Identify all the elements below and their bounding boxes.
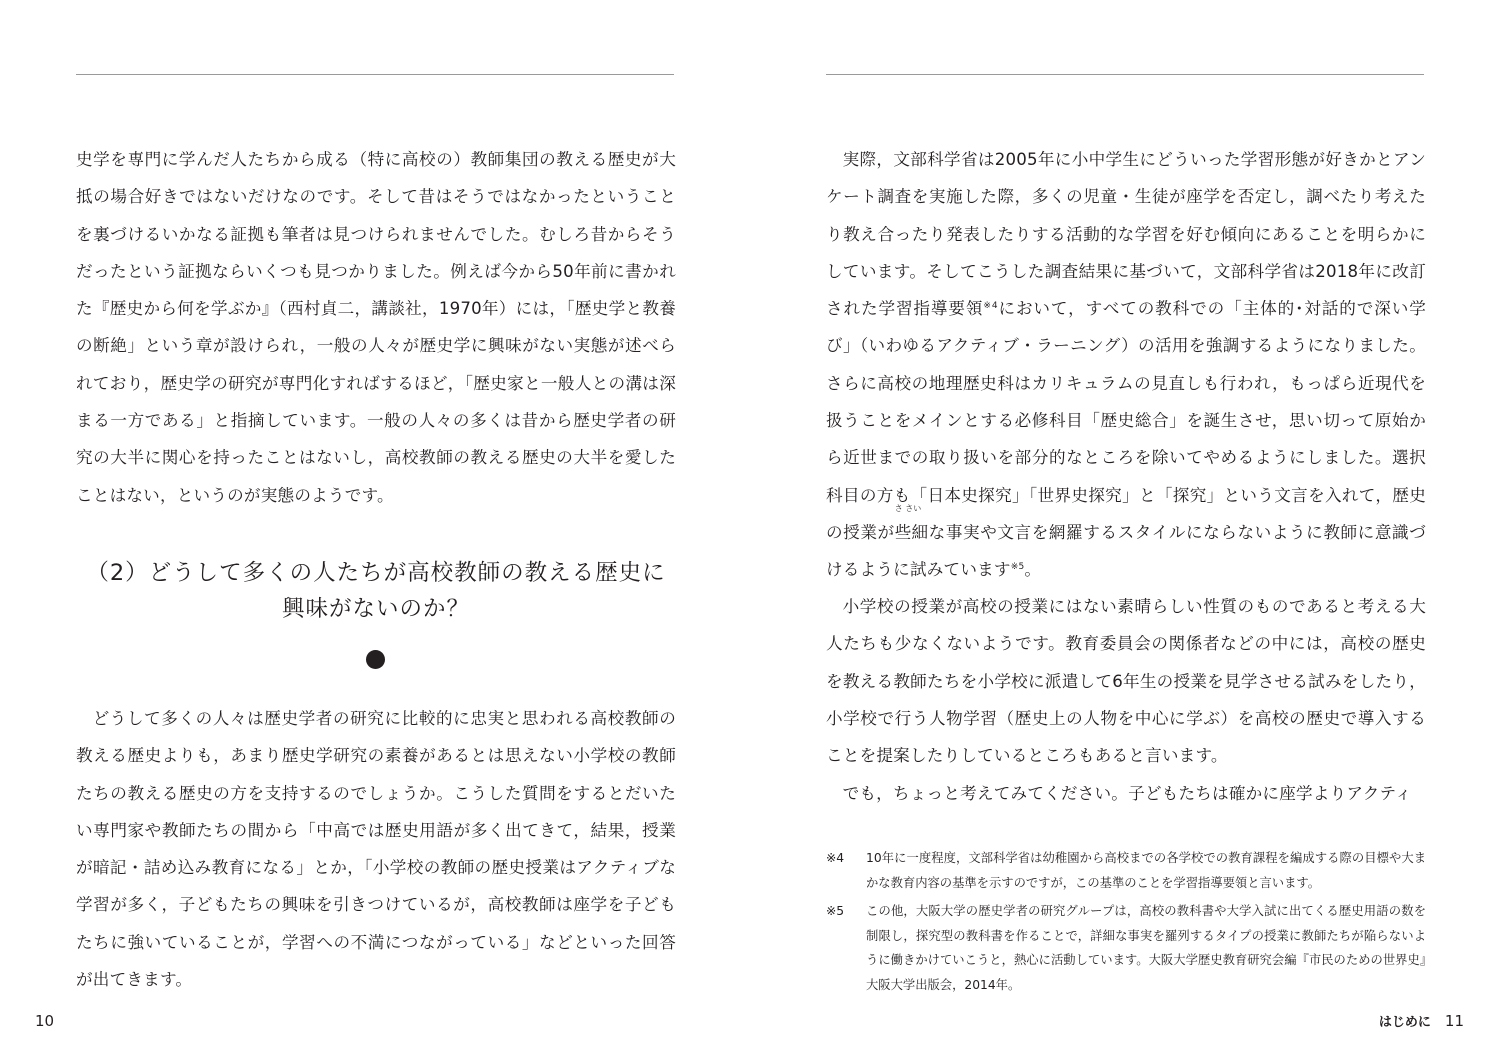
body-paragraph: どうして多くの人々は歴史学者の研究に比較的に忠実と思われる高校教師の教える歴史よりも，あまり歴史学研究の素養があるとは思えない小学校の教師たちの教える歴史の方を支持するのでしょうか。こうした質問をするとだいたい専門家や教師たちの間から「中高では歴史用語が多く出てきて，結果，授業が暗記・詰め込み教育になる」とか，「小学校の教師の歴史授業はアクティブな学習が多く，子どもたちの興味を引きつけているが，高校教師は座学を子どもたちに強いていることが，学習への不満につながっている」などといった回答が出てきます。 (76, 709, 676, 990)
note-reference: ※5 (1010, 562, 1025, 573)
header-rule (76, 74, 674, 75)
body-paragraph: 小学校の授業が高校の授業にはない素晴らしい性質のものであると考える大人たちも少なくないようです。教育委員会の関係者などの中には，高校の歴史を教える教師たちを小学校に派遣して6年生の授業を見学させる試みをしたり，小学校で行う人物学習（歴史上の人物を中心に学ぶ）を高校の歴史で導入することを提案したりしているところもあると言います。 (826, 597, 1426, 766)
ruby-base: 些細 (894, 522, 929, 542)
body-text: において，すべての教科での「主体的･対話的で深い学び」（いわゆるアクティブ・ラーニング）の活用を強調するようになりました。さらに高校の地理歴史科はカリキュラムの見直しも行われ，もっぱら近現代を扱うことをメインとする必修科目「歴史総合」を誕生させ，思い切って原始から近世までの取り扱いを部分的なところを除いてやめるようにしました。選択科目の方も「日本史探究」「世界史探究」と「探究」という文言を入れて，歴史の授業が (826, 299, 1426, 542)
body-paragraph (826, 141, 1426, 589)
section-heading-line-2: 興味がないのか？ (281, 596, 470, 622)
page-footer-right (1379, 1011, 1464, 1033)
footnote (826, 899, 1426, 997)
page-number-left: 10 (35, 1012, 55, 1030)
running-head: はじめに (1378, 1015, 1431, 1030)
footnote-text: 10年に一度程度，文部科学省は幼稚園から高校までの各学校での教育課程を編成する際の目標や大まかな教育内容の基準を示すのですが，この基準のことを学習指導要領と言います。 (866, 851, 1426, 890)
footnote (826, 846, 1426, 895)
left-page (76, 0, 676, 1064)
header-rule (826, 74, 1424, 75)
footnote-text: この他，大阪大学の歴史学者の研究グループは，高校の教科書や大学入試に出てくる歴史用語の数を制限し，探究型の教科書を作ることで，詳細な事実を羅列するタイプの授業に教師たちが陥らないように働きかけていこうと，熱心に活動しています。大阪大学歴史教育研究会編『市民のための世界史』大阪大学出版会，2014年。 (866, 904, 1426, 992)
body-text: な事実や文言を網羅するスタイルにならないように教師に意識づけるように試みています (826, 522, 1426, 580)
section-dot-ornament (366, 650, 385, 669)
body-text: 実際，文部科学省は2005年に小中学生にどういった学習形態が好きかとアンケート調査を実施した際，多くの児童・生徒が座学を否定し，調べたり考えたり教え合ったり発表したりする活動的な学習を好む傾向にあることを明らかにしています。そしてこうした調査結果に基づいて，文部科学省は2018年に改訂された学習指導要領 (826, 150, 1426, 319)
footnote-mark: ※4 (826, 851, 845, 865)
ruby-word (894, 503, 929, 551)
ruby-reading: さ さい (894, 503, 922, 513)
body-paragraph: 史学を専門に学んだ人たちから成る（特に高校の）教師集団の教える歴史が大抵の場合好きではないだけなのです。そして昔はそうではなかったということを裏づけるいかなる証拠も筆者は見つけられませんでした。むしろ昔からそうだったという証拠ならいくつも見つかりました。例えば今から50年前に書かれた『歴史から何を学ぶか』（西村貞二，講談社，1970年）には，「歴史学と教養の断絶」という章が設けられ，一般の人々が歴史学に興味がない実態が述べられており，歴史学の研究が専門化すればするほど，「歴史家と一般人との溝は深まる一方である」と指摘しています。一般の人々の多くは昔から歴史学者の研究の大半に関心を持ったことはないし，高校教師の教える歴史の大半を愛したことはない，というのが実態のようです。 (76, 150, 676, 505)
note-reference: ※4 (983, 301, 998, 312)
body-paragraph: でも，ちょっと考えてみてください。子どもたちは確かに座学よりアクティ (842, 784, 1412, 803)
body-text: 。 (1024, 560, 1042, 580)
right-page (826, 0, 1426, 1064)
section-heading-line-1: （2）どうして多くの人たちが高校教師の教える歴史に (86, 560, 666, 586)
footnote-mark: ※5 (826, 904, 845, 918)
page-number-right: 11 (1444, 1012, 1464, 1030)
